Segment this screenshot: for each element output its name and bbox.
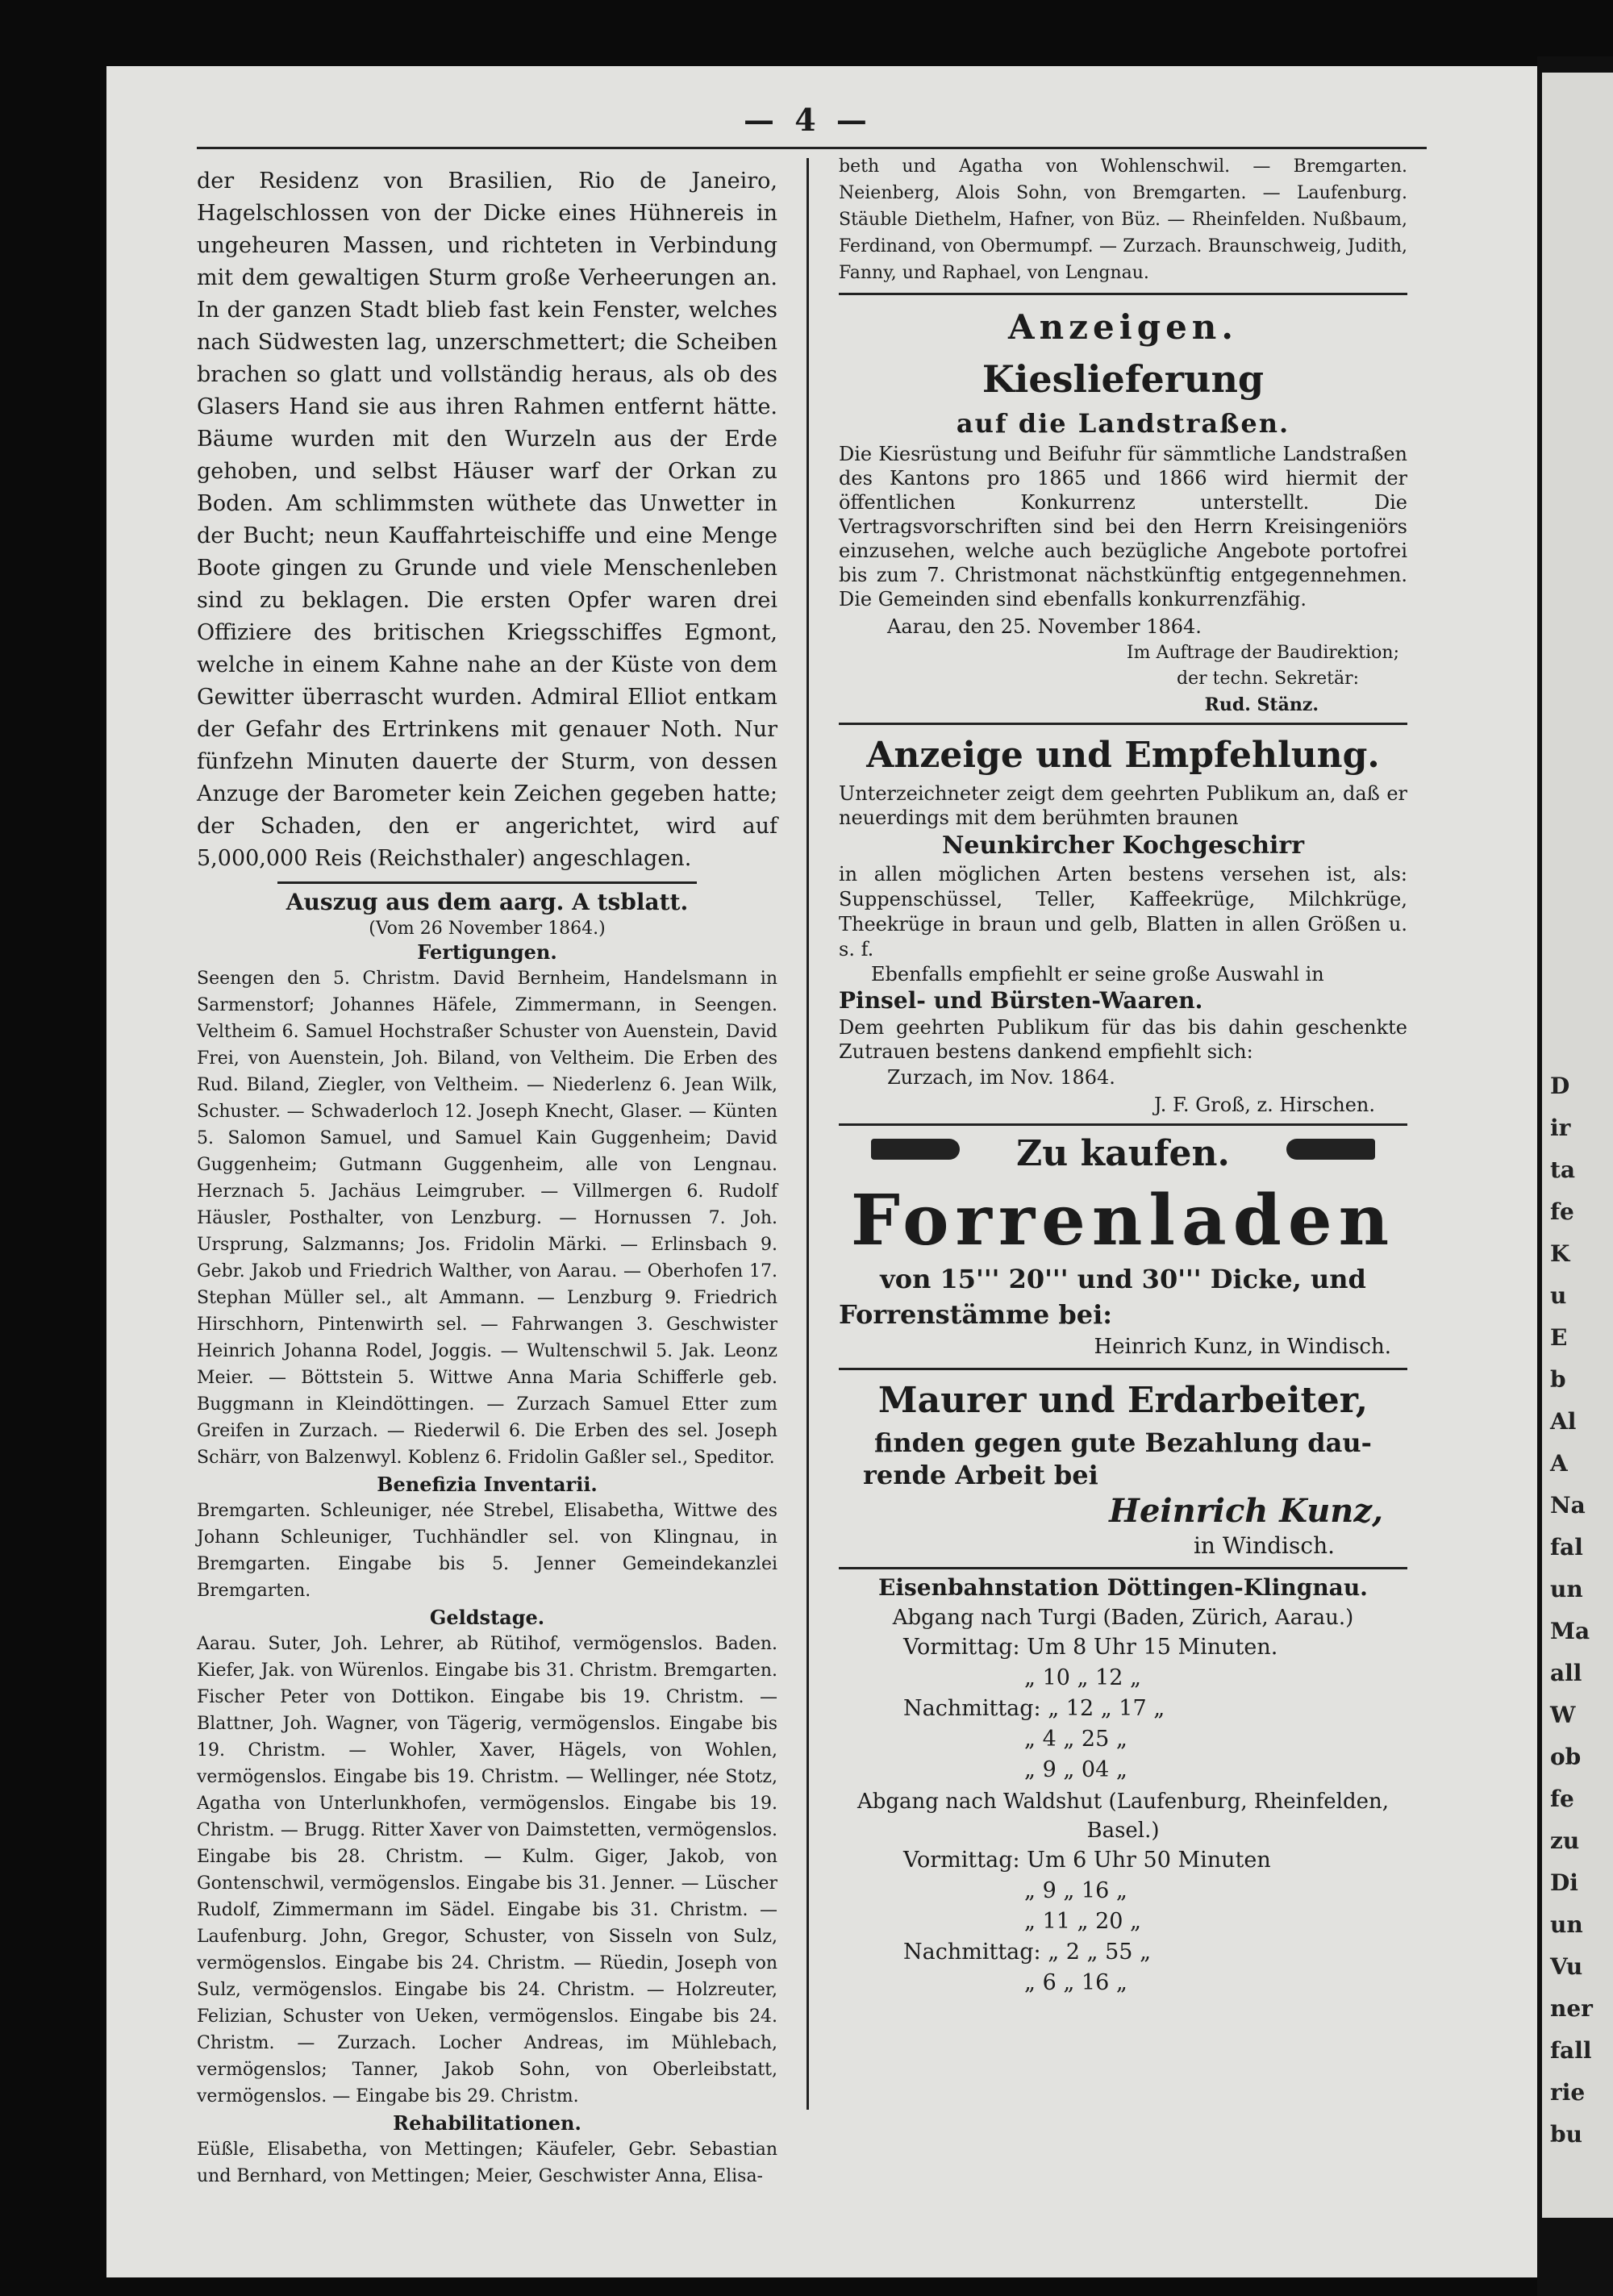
ad-maurer-line1: finden gegen gute Bezahlung dau- (874, 1427, 1372, 1458)
margin-fragment: A (1550, 1450, 1568, 1477)
timetable-waldshut-rows (903, 1845, 1407, 1998)
ad-empfehlung-close: Dem geehrten Publikum für das bis dahin geschenkte Zutrauen bestens dankend empfiehlt sich: (839, 1016, 1407, 1063)
page-number: — 4 — (744, 102, 872, 138)
ad-maurer-line2: rende Arbeit bei (863, 1460, 1098, 1490)
margin-fragment: Ma (1550, 1618, 1590, 1644)
margin-fragment: D (1550, 1073, 1570, 1099)
rule (839, 1368, 1407, 1370)
margin-fragment: Di (1550, 1869, 1578, 1896)
pointing-hand-left-icon (871, 1139, 960, 1160)
timetable-row: „ 11 „ 20 „ (1024, 1909, 1142, 1934)
rule (839, 1567, 1407, 1569)
margin-fragment: Al (1550, 1408, 1577, 1435)
ad-empfehlung-product: Neunkircher Kochgeschirr (941, 831, 1305, 860)
section-title: Auszug aus dem aarg. A tsblatt. (286, 889, 689, 915)
column-divider (806, 158, 809, 2110)
ad-kieslieferung-sig2: der techn. Sekretär: (1177, 669, 1359, 689)
timetable-dep1: Abgang nach Turgi (Baden, Zürich, Aarau.) (892, 1606, 1354, 1630)
margin-fragment: bu (1550, 2121, 1582, 2148)
rule (277, 881, 697, 884)
ad-kieslieferung-subtitle: auf die Landstraßen. (956, 408, 1290, 439)
ad-forrenladen-sig: Heinrich Kunz, in Windisch. (1094, 1335, 1391, 1359)
timetable-row: Vormittag: Um 8 Uhr 15 Minuten. (903, 1635, 1278, 1660)
ad-empfehlung-product2: Pinsel- und Bürsten-Waaren. (839, 987, 1203, 1014)
ad-kieslieferung-sig3: Rud. Stänz. (1204, 694, 1319, 715)
continuation-text: beth und Agatha von Wohlenschwil. — Bremgarten. Neienberg, Alois Sohn, von Bremgarten. — Laufenburg. Stäuble Diethelm, Hafner, von Büz. — Rheinfelden. Nußbaum, Ferdinand, von Obermumpf. — Zurzach. Braunschweig, Judith, Fanny, und Raphael, von Lengnau. (839, 156, 1407, 283)
ad-zukaufen-title: Zu kaufen. (1016, 1133, 1230, 1174)
timetable-row: „ 10 „ 12 „ (1024, 1665, 1142, 1690)
margin-fragment: all (1550, 1660, 1582, 1686)
ad-forrenladen-line2: Forrenstämme bei: (839, 1299, 1113, 1330)
margin-fragment: E (1550, 1324, 1568, 1351)
timetable-dep2: Abgang nach Waldshut (Laufenburg, Rheinfelden, Basel.) (857, 1790, 1390, 1843)
timetable-row: Nachmittag: „ 12 „ 17 „ (903, 1696, 1165, 1721)
rule (839, 293, 1407, 295)
margin-fragment: W (1550, 1702, 1576, 1728)
left-column (197, 165, 777, 2190)
ad-kieslieferung-sig1: Im Auftrage der Baudirektion; (1126, 643, 1399, 663)
margin-fragment: fe (1550, 1786, 1574, 1812)
anzeigen-heading: Anzeigen. (1008, 307, 1238, 347)
timetable-title: Eisenbahnstation Döttingen-Klingnau. (878, 1574, 1368, 1601)
benefizia-text: Bremgarten. Schleuniger, née Strebel, Elisabetha, Wittwe des Johann Schleuniger, Tuchhändler sel. von Klingnau, in Bremgarten. Eingabe bis 5. Jenner Gemeindekanzlei Bremgarten. (197, 1501, 777, 1601)
margin-fragment: un (1550, 1911, 1583, 1938)
ad-empfehlung-title: Anzeige und Empfehlung. (866, 735, 1380, 776)
margin-fragment: ta (1550, 1156, 1576, 1183)
pointing-hand-right-icon (1286, 1139, 1375, 1160)
ad-maurer-place: in Windisch. (1193, 1532, 1335, 1559)
margin-fragment: fall (1550, 2037, 1592, 2064)
margin-fragment: ner (1550, 1995, 1593, 2022)
zu-kaufen-banner (839, 1127, 1407, 1181)
ad-maurer-title: Maurer und Erdarbeiter, (877, 1380, 1369, 1421)
ad-forrenladen-line1: von 15''' 20''' und 30''' Dicke, und (880, 1264, 1366, 1294)
ad-empfehlung-date: Zurzach, im Nov. 1864. (887, 1066, 1115, 1089)
ad-maurer-name: Heinrich Kunz, (1109, 1492, 1383, 1530)
geldstage-text: Aarau. Suter, Joh. Lehrer, ab Rütihof, vermögenslos. Baden. Kiefer, Jak. von Würenlos. Eingabe bis 31. Christm. Bremgarten. Fischer Peter von Dottikon. Eingabe bis 19. Christm. — Blattner, Joh. Wagner, von Tägerig, vermögenslos. Eingabe bis 19. Christm. — Wohler, Xaver, Hägels, von Wohlen, vermögenslos. Eingabe bis 19. Christm. — Wellinger, née Stotz, Agatha von Unterlunkhofen, vermögenslos. Eingabe bis 19. Christm. — Brugg. Ritter Xaver von Daimstetten, vermögenslos. Eingabe bis 28. Christm. — Kulm. Giger, Jakob, von Gontenschwil, vermögenslos. Eingabe bis 31. Jenner. — Lüscher Rudolf, Zimmermann im Sädel. Eingabe bis 31. Christm. — Laufenburg. John, Gregor, Schuster, von Sisseln von Sulz, vermögenslos. Eingabe bis 24. Christm. — Rüedin, Joseph von Sulz, vermögenslos. Eingabe bis 24. Christm. — Holzreuter, Felizian, Schuster von Ueken, vermögenslos. Eingabe bis 24. Christm. — Zurzach. Locher Andreas, im Mühlebach, vermögenslos; Tanner, Jakob Sohn, von Oberleibstatt, vermögenslos. — Eingabe bis 29. Christm. (197, 1634, 777, 2106)
section-date: (Vom 26 November 1864.) (369, 919, 606, 939)
timetable-row: Vormittag: Um 6 Uhr 50 Minuten (903, 1848, 1271, 1873)
margin-fragment: fal (1550, 1534, 1583, 1561)
ad-empfehlung-body: in allen möglichen Arten bestens versehen ist, als: Suppenschüssel, Teller, Kaffeekrüge, Milchkrüge, Theekrüge in braun und gelb, Blatten in allen Größen u. s. f. (839, 863, 1407, 960)
margin-fragment: Vu (1550, 1953, 1583, 1980)
margin-fragment: Na (1550, 1492, 1586, 1519)
sub-geldstage: Geldstage. (429, 1606, 545, 1629)
rule (839, 1123, 1407, 1126)
rehabilitationen-text: Eüßle, Elisabetha, von Mettingen; Käufeler, Gebr. Sebastian und Bernhard, von Mettingen; Meier, Geschwister Anna, Elisa- (197, 2140, 777, 2186)
ad-empfehlung-intro: Unterzeichneter zeigt dem geehrten Publikum an, daß er neuerdings mit dem berühmten braunen (839, 782, 1407, 829)
ad-empfehlung-more: Ebenfalls empfiehlt er seine große Auswahl in (871, 963, 1324, 985)
timetable-row: „ 6 „ 16 „ (1024, 1970, 1127, 1995)
timetable-row: „ 9 „ 16 „ (1024, 1878, 1127, 1903)
ad-forrenladen-title: Forrenladen (850, 1180, 1396, 1261)
brazil-storm-article: der Residenz von Brasilien, Rio de Janeiro, Hagelschlossen von der Dicke eines Hühnereis in ungeheuren Massen, und richteten in Verbindung mit dem gewaltigen Sturm große Verheerungen an. In der ganzen Stadt blieb fast kein Fenster, welches nach Südwesten lag, unzerschmettert; die Scheiben brachen so glatt und vollständig heraus, als ob des Glasers Hand sie aus ihren Rahmen entfernt hätte. Bäume wurden mit den Wurzeln aus der Erde gehoben, und selbst Häuser warf der Orkan zu Boden. Am schlimmsten wüthete das Unwetter in der Bucht; neun Kauffahrteischiffe und eine Menge Boote gingen zu Grunde und viele Menschenleben sind zu beklagen. Die ersten Opfer waren drei Offiziere des britischen Kriegsschiffes Egmont, welche in einem Kahne nahe an der Küste von dem Gewitter überrascht wurden. Admiral Elliot entkam der Gefahr des Ertrinkens mit genauer Noth. Nur fünfzehn Minuten dauerte der Sturm, von dessen Anzuge der Barometer kein Zeichen gegeben hatte; der Schaden, den er angerichtet, wird auf 5,000,000 Reis (Reichsthaler) angeschlagen. (197, 169, 777, 871)
margin-fragment: fe (1550, 1198, 1574, 1225)
timetable-turgi-rows (903, 1632, 1407, 1786)
margin-fragment: K (1550, 1240, 1570, 1267)
ad-empfehlung-sig: J. F. Groß, z. Hirschen. (1153, 1094, 1375, 1116)
margin-fragment: un (1550, 1576, 1583, 1602)
fertigungen-text: Seengen den 5. Christm. David Bernheim, Handelsmann in Sarmenstorf; Johannes Häfele, Zimmermann, in Seengen. Veltheim 6. Samuel Hochstraßer Schuster von Auenstein, David Frei, von Auenstein, Joh. Biland, von Veltheim. Die Erben des Rud. Biland, Ziegler, von Veltheim. — Niederlenz 6. Jean Wilk, Schuster. — Schwaderloch 12. Joseph Knecht, Glaser. — Künten 5. Salomon Samuel, und Samuel Kain Guggenheim; David Guggenheim; Gutmann Guggenheim, alle von Lengnau. Herznach 5. Jachäus Leimgruber. — Villmergen 6. Rudolf Häusler, Posthalter, von Lenzburg. — Hornussen 7. Joh. Ursprung, Salzmanns; Jos. Fridolin Märki. — Erlinsbach 9. Gebr. Jakob und Friedrich Walther, von Aarau. — Oberhofen 17. Stephan Müller sel., alt Ammann. — Lenzburg 9. Friedrich Hirschhorn, Pintenwirth sel. — Fahrwangen 3. Geschwister Heinrich Johanna Rodel, Joggis. — Wultenschwil 5. Jak. Leonz Meier. — Böttstein 5. Wittwe Anna Maria Schifferle geb. Buggmann in Kleindöttingen. — Zurzach Samuel Etter zum Greifen in Zurzach. — Riederwil 6. Die Erben des sel. Joseph Schärr, von Balzenwyl. Koblenz 6. Fridolin Gaßler sel., Speditor. (197, 969, 777, 1468)
margin-fragment: ir (1550, 1115, 1571, 1141)
adjacent-page-strip (1542, 73, 1613, 2218)
sub-rehabilitationen: Rehabilitationen. (393, 2111, 581, 2135)
right-column (839, 153, 1407, 1998)
ad-kieslieferung-date: Aarau, den 25. November 1864. (887, 615, 1202, 638)
header-rule (197, 147, 1427, 149)
timetable-row: „ 4 „ 25 „ (1024, 1727, 1127, 1752)
ad-kieslieferung-body: Die Kiesrüstung und Beifuhr für sämmtliche Landstraßen des Kantons pro 1865 und 1866 wird hiermit der öffentlichen Konkurrenz unterstellt. Die Vertragsvorschriften sind bei den Herrn Kreisingeniörs einzusehen, welche auch bezügliche Angebote portofrei bis zum 7. Christmonat nächstkünftig entgegennehmen. Die Gemeinden sind ebenfalls konkurrenzfähig. (839, 443, 1407, 610)
margin-fragment: rie (1550, 2079, 1586, 2106)
margin-fragment: u (1550, 1282, 1567, 1309)
margin-fragment: zu (1550, 1827, 1580, 1854)
sub-fertigungen: Fertigungen. (417, 940, 557, 964)
rule (839, 723, 1407, 725)
ad-kieslieferung-title: Kieslieferung (982, 357, 1265, 401)
margin-fragment: ob (1550, 1744, 1582, 1770)
timetable-row: Nachmittag: „ 2 „ 55 „ (903, 1940, 1152, 1965)
margin-fragment: b (1550, 1366, 1566, 1393)
sub-benefizia: Benefizia Inventarii. (377, 1473, 598, 1496)
timetable-row: „ 9 „ 04 „ (1024, 1757, 1127, 1782)
